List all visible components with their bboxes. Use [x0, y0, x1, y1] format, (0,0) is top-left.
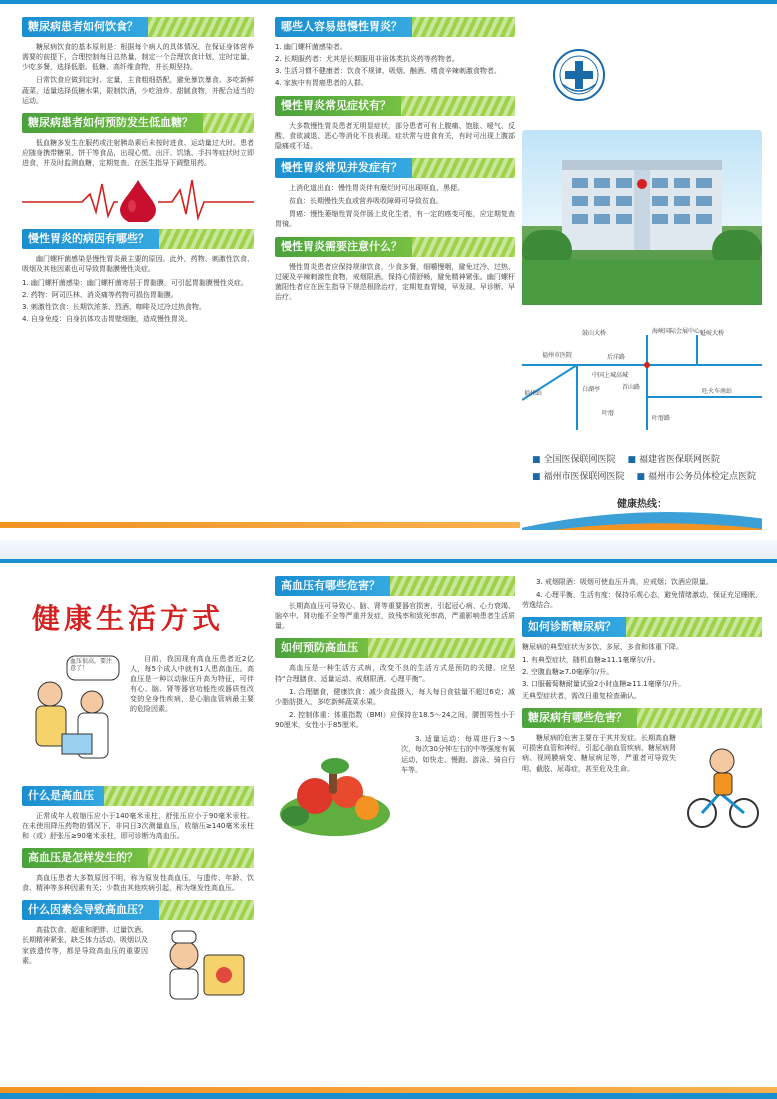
list-item: 3. 刺激性饮食：长期饮浓茶、烈酒、咖啡及过冷过热食物。: [22, 302, 206, 311]
hotline-label: 健康热线：: [617, 499, 667, 510]
hospital-building-image: [522, 130, 762, 305]
address-item: ■ 福州市医保联网医院: [532, 471, 625, 484]
top-col-1: [22, 10, 254, 530]
section-heading: [22, 848, 254, 868]
heading-stripes: [412, 237, 515, 257]
bottom-spread: [0, 559, 777, 1099]
map-label: 福州站: [524, 390, 543, 397]
section-heading: [22, 786, 254, 806]
heading-stripes: [390, 576, 515, 596]
cyclist-cartoon-illustration: [682, 733, 762, 833]
paragraph: 幽门螺杆菌感染是慢性胃炎最主要的原因。此外，药物、刺激性饮食、吸烟及其他因素也可导致胃黏膜慢性炎症。: [22, 255, 254, 274]
paragraph: 高血压是一种生活方式病，改变不良的生活方式是预防的关键。应坚持“合理膳食、适量运动、戒烟限酒、心理平衡”。: [275, 664, 515, 683]
map-label: 旺火车南站: [702, 388, 733, 395]
section-heading: [275, 17, 515, 37]
heading-text: 慢性胃炎需要注意什么？: [275, 237, 412, 257]
map-label: 海峡国际会展中心: [652, 328, 701, 335]
map-label: 中国上城高城: [592, 372, 629, 379]
vegetables-illustration: [275, 734, 395, 844]
address-list: [532, 450, 762, 488]
location-map: [522, 325, 762, 430]
heading-stripes: [401, 96, 515, 116]
list-item: 糖尿病的典型症状为多饮、多尿、多食和体重下降。: [522, 643, 683, 652]
paragraph: 糖尿病饮食的基本原则是：根据每个病人的具体情况，在保证身体营养需要的前提下，合理控制每日总热量，制定一个合理饮食计划，定时定量，少吃多餐，选择低脂、低糖、高纤维食物，并长期坚持。: [22, 43, 254, 72]
address-item: ■ 全国医保联网医院: [532, 454, 616, 467]
blood-drop-icon: [120, 180, 156, 222]
ecg-illustration: [22, 174, 254, 222]
map-label: 魁岐大桥: [700, 330, 725, 337]
heading-text: 什么是高血压: [22, 786, 104, 806]
paragraph: 糖尿病的危害主要在于其并发症。长期高血糖可损害血管和神经，引起心脑血管疾病、糖尿病肾病、视网膜病变、糖尿病足等，严重者可导致失明、截肢、尿毒症，甚至危及生命。: [522, 734, 676, 773]
top-spread: [0, 0, 777, 540]
list-item: 1. 幽门螺杆菌感染：幽门螺杆菌寄居于胃黏膜，可引起胃黏膜慢性炎症。: [22, 278, 248, 287]
speech-bubble: 血压很高，要注意了！: [70, 657, 113, 673]
section-heading: [22, 229, 254, 249]
bottom-col-3: [522, 569, 762, 1089]
map-label: 后洋路: [607, 354, 626, 361]
heading-stripes: [148, 848, 254, 868]
heading-text: 糖尿病患者如何饮食？: [22, 17, 148, 37]
list-item: 3. 口服葡萄糖耐量试验2小时血糖≥11.1毫摩尔/升。: [522, 679, 686, 688]
list-item: 1. 有典型症状，随机血糖≥11.1毫摩尔/升。: [522, 655, 660, 664]
address-item: ■ 福建省医保联网医院: [628, 454, 721, 467]
section-heading: [275, 158, 515, 178]
top-col-2: [275, 10, 515, 530]
bottom-col-1: [22, 569, 254, 1089]
section-heading: [275, 237, 515, 257]
heading-text: 慢性胃炎的病因有哪些？: [22, 229, 159, 249]
paragraph: 4. 心理平衡，生活有度：保持乐观心态，避免情绪激动，保证充足睡眠，劳逸结合。: [522, 591, 762, 610]
heading-text: 如何诊断糖尿病？: [522, 617, 626, 637]
list-item: 无典型症状者，需改日重复检查确认。: [522, 691, 641, 700]
spread-separator: [0, 540, 777, 559]
doctor-patient-illustration: [22, 654, 122, 779]
section-heading: [275, 96, 515, 116]
map-label: 白湖亭: [582, 386, 601, 393]
section-heading: [522, 617, 762, 637]
paragraph: 日常饮食应做到定时、定量，主食粗细搭配，避免暴饮暴食。多吃新鲜蔬菜，适量选择低糖水果，限制饮酒，少吃油炸、甜腻食物，并配合适当的运动。: [22, 76, 254, 105]
heading-text: 如何预防高血压: [275, 638, 368, 658]
hospital-logo: [552, 48, 606, 102]
map-label: 叶厝路: [652, 415, 671, 422]
heading-text: 糖尿病有哪些危害？: [522, 708, 637, 728]
map-label: 鼓山大桥: [582, 330, 607, 337]
section-heading: [22, 17, 254, 37]
paragraph: 上消化道出血：慢性胃炎伴有糜烂时可出现呕血、黑便。: [289, 183, 464, 192]
heading-text: 高血压有哪些危害？: [275, 576, 390, 596]
paragraph: 贫血：长期慢性失血或营养吸收障碍可导致贫血。: [289, 197, 443, 206]
address-item: ■ 福州市公务员体检定点医院: [637, 471, 757, 484]
heading-text: 高血压是怎样发生的？: [22, 848, 148, 868]
top-col-3: [522, 10, 762, 530]
paragraph: 高盐饮食、超重和肥胖、过量饮酒、长期精神紧张、缺乏体力活动、吸烟以及家族遗传等，都是导致高血压的重要因素。: [22, 926, 148, 965]
heading-text: 什么因素会导致高血压？: [22, 900, 159, 920]
section-heading: [275, 638, 515, 658]
section-heading: [522, 708, 762, 728]
list-item: 2. 空腹血糖≥7.0毫摩尔/升。: [522, 667, 614, 676]
paragraph: 1. 合理膳食，健康饮食：减少食盐摄入，每人每日食盐量不超过6克；减少脂肪摄入，多吃新鲜蔬菜水果。: [275, 687, 515, 706]
list-item: 1. 幽门螺杆菌感染者。: [275, 43, 347, 51]
paragraph: 2. 控制体重：体重指数（BMI）应保持在18.5～24之间，腰围男性小于90厘米，女性小于85厘米。: [275, 710, 515, 730]
paragraph: 高血压患者大多数原因不明，称为原发性高血压，与遗传、年龄、饮食、精神等多种因素有关；少数由其他疾病引起，称为继发性高血压。: [22, 874, 254, 893]
heading-stripes: [412, 17, 515, 37]
heading-text: 哪些人容易患慢性胃炎？: [275, 17, 412, 37]
paragraph: 低血糖多发生在服药或注射胰岛素后未按时进食、运动量过大时。患者应随身携带糖果、饼干等食品，出现心慌、出汗、饥饿、手抖等症状时立即进食，并及时监测血糖，定期复查，在医生指导下调整用药。: [22, 138, 254, 168]
map-label: 叶厝: [602, 410, 615, 417]
heading-stripes: [159, 229, 254, 249]
paragraph: 3. 适量运动：每周进行3～5次，每次30分钟左右的中等强度有氧运动，如快走、慢跑、游泳、骑自行车等。: [401, 735, 515, 774]
heading-stripes: [104, 786, 254, 806]
heading-stripes: [637, 708, 762, 728]
section-heading: [275, 576, 515, 596]
orange-bar: [0, 522, 520, 528]
heading-stripes: [159, 900, 254, 920]
bottom-col-2: [275, 569, 515, 1089]
section-heading: [22, 113, 254, 133]
list-item: 4. 自身免疫：自身抗体攻击胃壁细胞，造成慢性胃炎。: [22, 314, 192, 323]
heading-stripes: [148, 17, 254, 37]
map-label: 福州市医院: [542, 352, 573, 359]
heading-text: 慢性胃炎常见症状有？: [275, 96, 401, 116]
paragraph: 长期高血压可导致心、脑、肾等重要器官损害，引起冠心病、心力衰竭、脑卒中、肾功能不全等严重并发症，致残率和致死率高，严重影响患者生活质量。: [275, 602, 515, 631]
list-item: 2. 长期服药者：尤其是长期服用非甾体类抗炎药等药物者。: [275, 55, 459, 64]
heading-text: 慢性胃炎常见并发症有？: [275, 158, 412, 178]
paragraph: 慢性胃炎患者应保持规律饮食，少食多餐，细嚼慢咽，避免过冷、过热、过硬及辛辣刺激性食物，戒烟限酒。保持心情舒畅，避免精神紧张。幽门螺杆菌阳性者应在医生指导下规范根除治疗，定期复查胃镜，早发现、早诊断、早治疗。: [275, 262, 515, 301]
section-heading: [22, 900, 254, 920]
list-item: 2. 药物：阿司匹林、消炎痛等药物可损伤胃黏膜。: [22, 290, 178, 299]
paragraph: 目前，我国现有高血压患者近2亿人，每5个成人中就有1人患高血压。高血压是一种以动脉压升高为特征，可伴有心、脑、肾等器官功能性或器质性改变的全身性疾病，是心脑血管病最主要的危险因素。: [130, 654, 254, 714]
blue-bar: [0, 1093, 777, 1099]
chef-cartoon-illustration: [154, 925, 254, 1005]
heading-text: 糖尿病患者如何预防发生低血糖？: [22, 113, 203, 133]
heading-stripes: [626, 617, 762, 637]
ecg-line-left: [22, 184, 118, 216]
list-item: 4. 家族中有胃癌患者的人群。: [275, 79, 368, 88]
paragraph: 3. 戒烟限酒：吸烟可使血压升高，应戒烟；饮酒应限量。: [536, 578, 713, 586]
map-label: 首山路: [622, 384, 641, 391]
location-marker-icon: [644, 362, 650, 368]
heading-stripes: [203, 113, 254, 133]
heading-stripes: [412, 158, 515, 178]
paragraph: 大多数慢性胃炎患者无明显症状，部分患者可有上腹痛、饱胀、嗳气、反酸、食欲减退、恶心等消化不良表现。症状常与进食有关，有时可出现上腹部隐痛或不适。: [275, 121, 515, 150]
paragraph: 胃癌：慢性萎缩性胃炎伴肠上皮化生者，有一定的癌变可能，应定期复查胃镜。: [275, 210, 515, 229]
ecg-line-right: [158, 180, 254, 218]
paragraph: 正常成年人收缩压应小于140毫米汞柱，舒张压应小于90毫米汞柱。在未使用降压药物的情况下，非同日3次测量血压，收缩压≥140毫米汞柱和（或）舒张压≥90毫米汞柱，即可诊断为高血压。: [22, 811, 254, 840]
heading-stripes: [368, 638, 515, 658]
list-item: 3. 生活习惯不健康者：饮食不规律、吸烟、酗酒、嗜食辛辣刺激食物者。: [275, 67, 501, 76]
wave-decoration: [522, 500, 762, 530]
hero-title: 健康生活方式: [32, 602, 225, 635]
